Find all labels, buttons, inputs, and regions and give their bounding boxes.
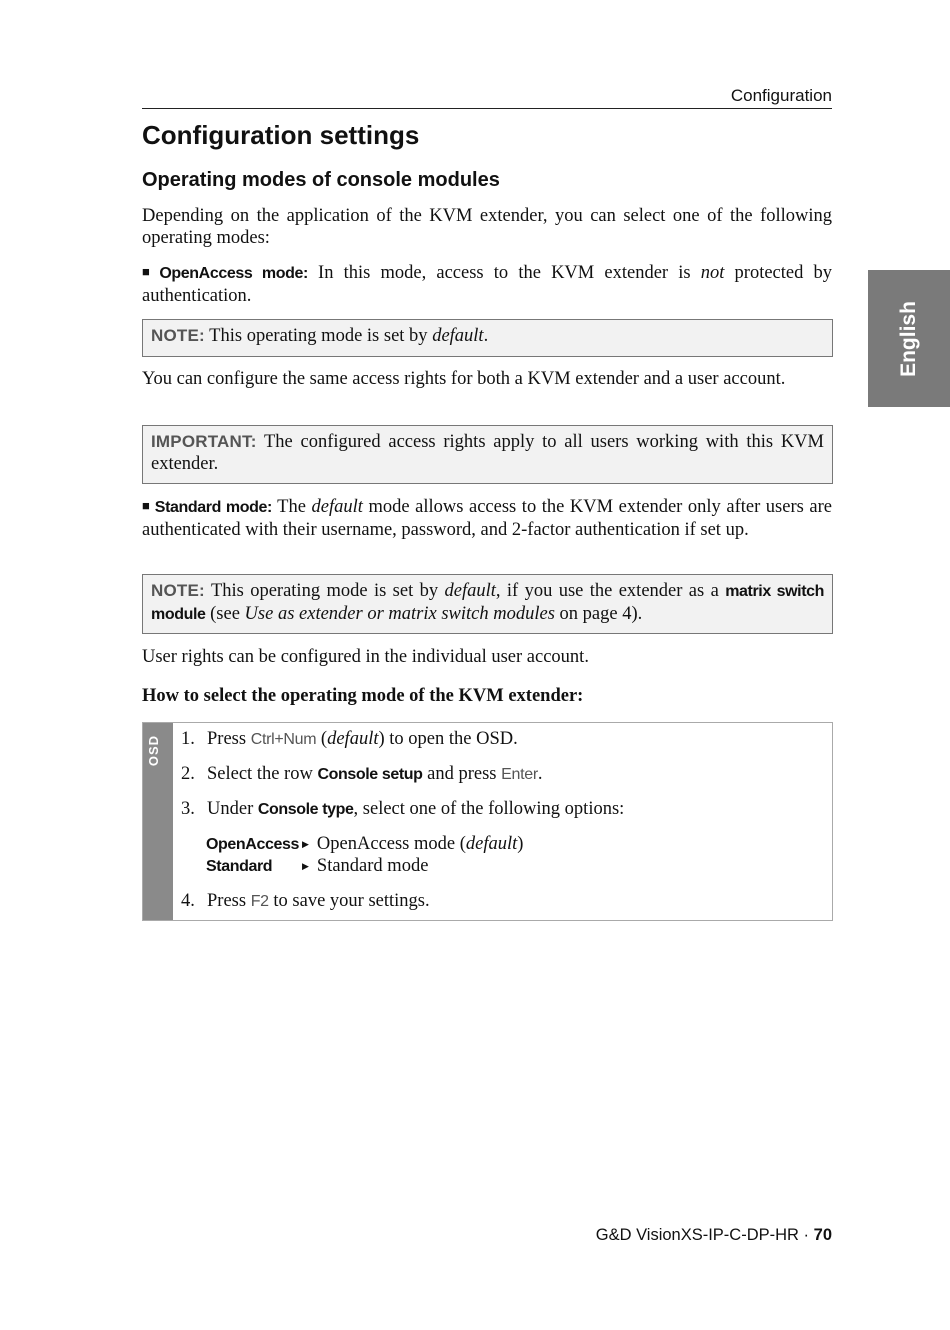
step-text: ( [316, 729, 328, 749]
arrow-right-icon: ▶ [302, 839, 309, 849]
step-text: Select the row [207, 764, 318, 784]
osd-step [181, 728, 518, 751]
step-text: Press [207, 729, 251, 749]
running-header: Configuration [142, 86, 832, 109]
option-name: OpenAccess [206, 836, 299, 853]
cross-reference-link[interactable]: Use as extender or matrix switch modules [244, 604, 555, 624]
bullet-text: mode allows access to the KVM extender only after users are authenticated with their username, password, and 2-factor authentication if set up. [142, 497, 832, 540]
menu-item-name: Console setup [317, 766, 423, 783]
step-text: and press [422, 764, 502, 784]
osd-step [181, 798, 624, 821]
step-number: 3. [181, 799, 195, 819]
step-text: ) to open the OSD. [378, 729, 518, 749]
note-label: NOTE: [151, 581, 205, 600]
step-text: to save your settings. [268, 891, 430, 911]
bullet-text: protected by authentication. [142, 263, 833, 306]
page-number: 70 [813, 1226, 832, 1244]
intro-paragraph: Depending on the application of the KVM extender, you can select one of the following operating modes: [142, 206, 832, 248]
note-text: This operating mode is set by [204, 581, 445, 601]
bullet-term: Standard mode: [154, 499, 272, 516]
note-box [142, 574, 833, 634]
osd-step [181, 763, 542, 786]
step-number: 4. [181, 891, 195, 911]
note-text: . [483, 326, 489, 346]
bullet-text: The [271, 497, 312, 517]
bullet-square-icon: ■ [142, 498, 151, 513]
note-text: This operating mode is set by [204, 326, 433, 346]
option-emphasis: default [465, 834, 518, 854]
osd-instructions-box [142, 722, 833, 921]
option-description: ) [517, 834, 524, 854]
note-emphasis: default [432, 326, 484, 346]
bullet-term: OpenAccess mode: [159, 265, 308, 282]
footer-product: G&D VisionXS-IP-C-DP-HR · [595, 1226, 814, 1244]
bullet-text: In this mode, access to the KVM extender is [307, 263, 701, 283]
option-row [206, 855, 428, 878]
menu-item-name: Console type [257, 801, 354, 818]
page-footer [142, 1226, 832, 1245]
note-label: NOTE: [151, 326, 205, 345]
step-text: Press [207, 891, 251, 911]
option-description: Standard mode [316, 856, 429, 876]
important-box [142, 425, 833, 484]
howto-heading: How to select the operating mode of the KVM extender: [142, 686, 584, 706]
step-emphasis: default [327, 729, 379, 749]
bullet-emphasis: not [700, 263, 725, 283]
important-label: IMPORTANT: [151, 432, 257, 451]
step-number: 1. [181, 729, 195, 749]
key-combo: Enter [501, 766, 538, 783]
bullet-square-icon: ■ [142, 264, 156, 279]
bullet-emphasis: default [311, 497, 363, 517]
step-text: , select one of the following options: [353, 799, 625, 819]
key-combo: Ctrl+Num [250, 731, 317, 748]
note-text: on page 4). [554, 604, 643, 624]
same-rights-paragraph: You can configure the same access rights for both a KVM extender and a user account. [142, 369, 786, 389]
important-text: The configured access rights apply to all users working with this KVM extender. [151, 432, 824, 474]
note-emphasis: default [444, 581, 496, 601]
section-title: Operating modes of console modules [142, 169, 500, 191]
option-description: OpenAccess mode ( [316, 834, 466, 854]
note-text: (see [205, 604, 245, 624]
language-tab-label: English [897, 300, 920, 377]
note-box [142, 319, 833, 357]
step-number: 2. [181, 764, 195, 784]
arrow-right-icon: ▶ [302, 861, 309, 871]
step-text: Under [207, 799, 258, 819]
bullet-standard [142, 495, 832, 541]
note-term: matrix switch module [151, 583, 825, 623]
note-text: , if you use the extender as a [495, 581, 726, 601]
page-title: Configuration settings [142, 120, 420, 150]
language-tab[interactable] [868, 270, 950, 407]
bullet-openaccess [142, 261, 832, 307]
osd-tab [143, 723, 173, 920]
option-name: Standard [206, 858, 273, 875]
user-rights-paragraph: User rights can be configured in the individual user account. [142, 647, 589, 667]
option-row [206, 833, 523, 856]
osd-tab-label: OSD [146, 735, 161, 767]
osd-step [181, 890, 430, 913]
step-text: . [537, 764, 543, 784]
key-combo: F2 [250, 893, 269, 910]
